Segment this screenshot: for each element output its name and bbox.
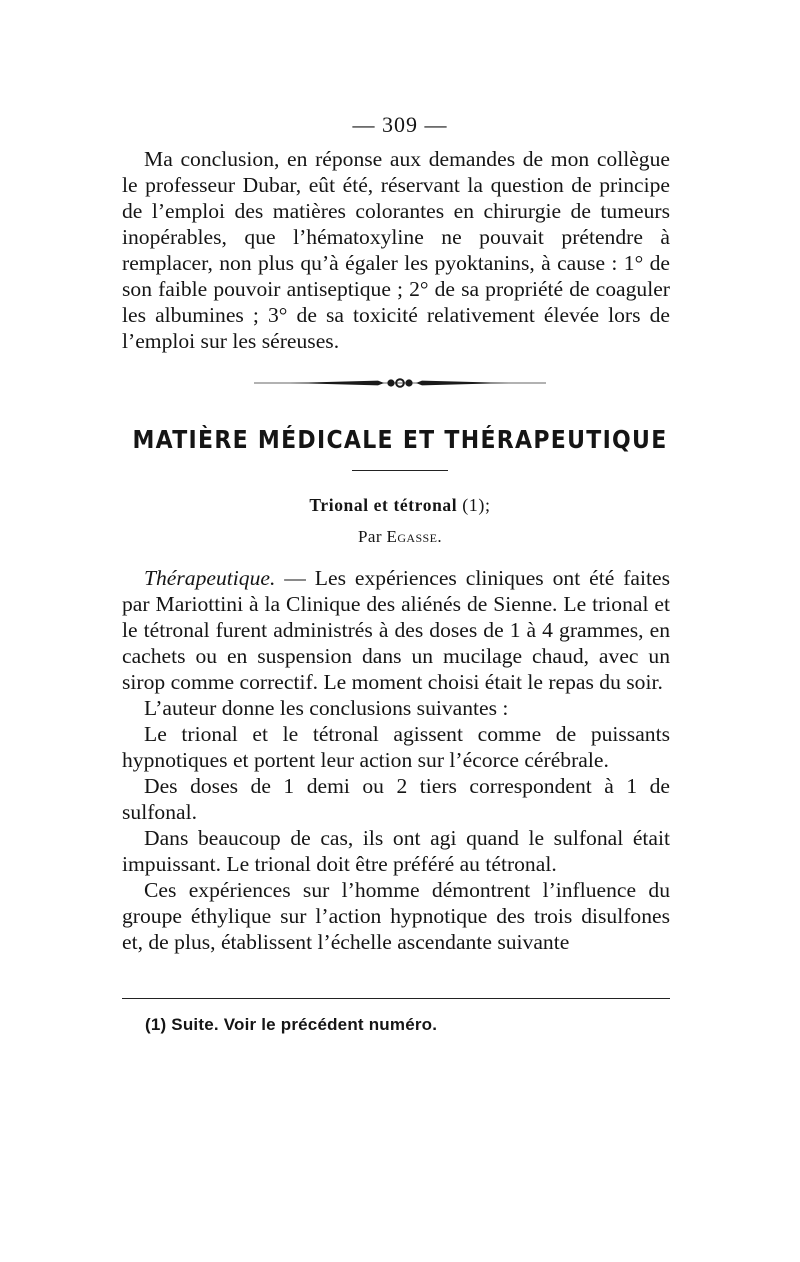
article-title <box>0 495 800 516</box>
footnote-rule <box>122 998 670 999</box>
footnote-reference[interactable]: (1); <box>462 495 491 515</box>
intro-paragraph: Ma conclusion, en réponse aux demandes de mon collègue le professeur Dubar, eût été, réservant la question de principe de l’emploi des matières colorantes en chirurgie de tumeurs inopérables, que l’hématoxyline ne pouvait prétendre à remplacer, non plus qu’à égaler les pyoktanins, à cause : 1° de son faible pouvoir antiseptique ; 2° de sa propriété de coaguler les albumines ; 3° de sa toxicité relativement élevée lors de l’emploi sur les séreuses. <box>122 147 670 353</box>
therapeutique-text: — Les expériences cliniques ont été faites par Mariottini à la Clinique des aliénés de Sienne. Le trional et le tétronal furent administrés à des doses de 1 à 4 grammes, en cachets ou en suspension dans un mucilage chaud, avec un sirop comme correctif. Le moment choisi était le repas du soir. <box>122 566 670 694</box>
page-number: — 309 — <box>352 112 448 137</box>
author-name: Egasse. <box>386 527 442 546</box>
therapeutique-label: Thérapeutique. <box>144 566 276 590</box>
ornamental-divider <box>250 372 550 392</box>
intro-text-block <box>122 146 670 354</box>
body-text-block <box>122 565 670 955</box>
author-line <box>0 527 800 547</box>
author-prefix: Par <box>358 527 387 546</box>
body-paragraph: Le trional et le tétronal agissent comme de puissants hypnotiques et portent leur action sur l’écorce cérébrale. <box>122 722 670 772</box>
body-paragraph: L’auteur donne les conclusions suivantes : <box>144 696 509 720</box>
body-paragraph: Dans beaucoup de cas, ils ont agi quand le sulfonal était impuissant. Le trional doit être préféré au tétronal. <box>122 826 670 876</box>
therapeutique-paragraph <box>122 565 670 695</box>
article-title-text: Trional et tétronal <box>309 495 458 515</box>
body-paragraph: Ces expériences sur l’homme démontrent l’influence du groupe éthylique sur l’action hypnotique des trois disulfones et, de plus, établissent l’échelle ascendante suivante <box>122 878 670 954</box>
title-rule <box>352 470 448 471</box>
body-paragraph: Des doses de 1 demi ou 2 tiers correspondent à 1 de sulfonal. <box>122 774 670 824</box>
footnote: (1) Suite. Voir le précédent numéro. <box>145 1015 438 1034</box>
section-title: MATIÈRE MÉDICALE ET THÉRAPEUTIQUE <box>132 426 668 455</box>
